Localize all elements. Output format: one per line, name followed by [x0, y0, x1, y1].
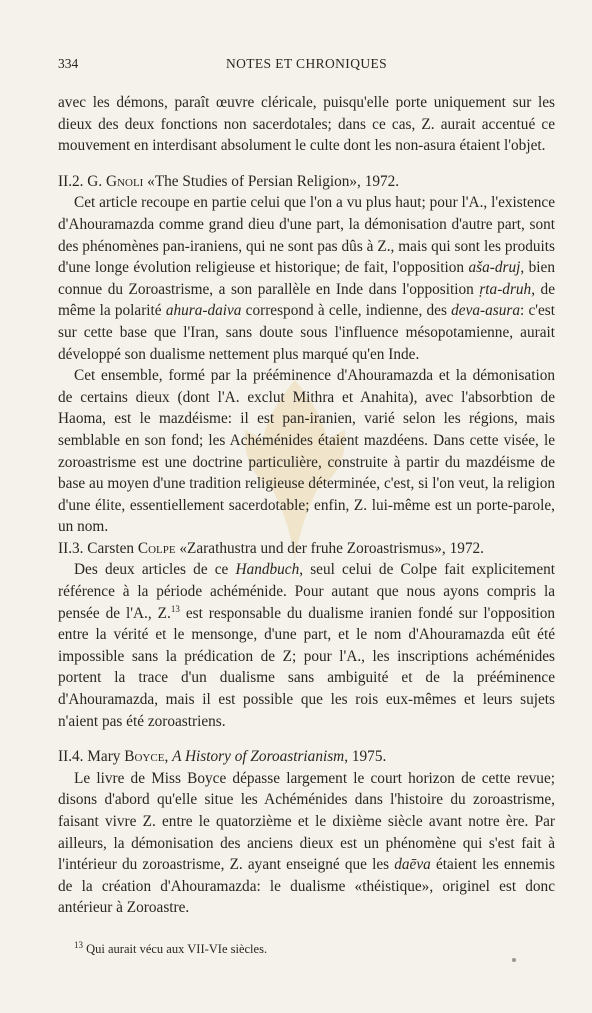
- section-heading-colpe: II.3. Carsten Colpe «Zarathustra und der fruhe Zoroastrismus», 1972.: [58, 539, 484, 557]
- intro-paragraph: avec les démons, paraît œuvre cléricale, puisqu'elle porte uniquement sur les dieux des deux fonctions non sacerdotales; dans ce cas, Z. aurait accentué ce mouvement en interdisant absolument le culte dont les non-asura étaient l'objet.: [58, 94, 555, 155]
- section-gnoli: [58, 171, 555, 538]
- section-heading-boyce: II.4. Mary Boyce, A History of Zoroastrianism, 1975.: [58, 748, 387, 766]
- author-name: Gnoli: [106, 172, 144, 190]
- speck: [512, 958, 516, 962]
- page: [58, 56, 555, 957]
- footnote-ref: 13: [170, 603, 180, 614]
- section-colpe: [58, 538, 555, 732]
- section-paragraph: Cet ensemble, formé par la prééminence d'Ahouramazda et la démonisation de certains dieux (dont l'A. exclut Mithra et Anahita), avec l'absorbtion de Haoma, est le mazdéisme: il est pan-iranien, varié selon les régions, mais semblable en son fond; les Achéménides étaient mazdéens. Dans cette visée, le zoroastrisme est une doctrine particulière, construite à partir du mazdéisme de base au moyen d'une tradition religieuse déterminée, c'est, si l'on veut, la religion d'une élite, essentiellement sacerdotable; enfin, Z. lui-même est un porte-parole, un nom.: [58, 367, 555, 536]
- author-name: Colpe: [137, 539, 176, 557]
- page-number: 334: [58, 56, 79, 71]
- section-paragraph: Le livre de Miss Boyce dépasse largement le court horizon de cette revue; disons d'abord qu'elle situe les Achéménides dans l'histoire du zoroastrisme, faisant vivre Z. entre le quatorzième et le dixième siècle avant notre ère. Par ailleurs, la démonisation des anciens dieux est un phénomène qui s'est fait à l'intérieur du zoroastrisme, Z. ayant enseigné que les daēva étaient les ennemis de la création d'Ahouramazda: le dualisme «théistique», originel est donc antérieur à Zoroastre.: [58, 769, 555, 917]
- running-title: NOTES ET CHRONIQUES: [225, 56, 388, 71]
- page-header: [58, 56, 555, 78]
- section-paragraph: Cet article recoupe en partie celui que l'on a vu plus haut; pour l'A., l'existence d'Ahouramazda comme grand dieu d'une part, la démonisation d'autre part, sont des phénomènes pan-iraniens, qui ne sont pas dûs à Z., mais qui sont les produits d'une longe évolution religieuse et historique; de fait, l'opposition aša-druj, bien connue du Zoroastrisme, a son parallèle en Inde dans l'opposition ṛta-druh, de même la polarité ahura-daiva correspond à celle, indienne, des deva-asura: c'est sur cette base que l'Iran, sans doute sous l'influence mésopotamienne, aurait développé son dualisme nettement plus marqué qu'en Inde.: [58, 194, 555, 363]
- section-paragraph: Des deux articles de ce Handbuch, seul celui de Colpe fait explicitement référence à la période achéménide. Pour autant que nous ayons compris la pensée de l'A., Z.$^{13}$ est responsable du dualisme iranien fondé sur l'opposition entre la vérité et le mensonge, d'une part, et le nom d'Ahouramazda eût été impossible sans la prédication de Z; pour l'A., les inscriptions achéménides portent la trace d'un dualisme sans ambiguité et de la prééminence d'Ahouramazda, mais il est possible que les rois eux-mêmes et leurs sujets n'aient pas été zoroastriens.: [58, 561, 556, 730]
- author-name: Boyce: [124, 748, 165, 766]
- section-heading-gnoli: II.2. G. Gnoli «The Studies of Persian Religion», 1972.: [58, 172, 400, 190]
- section-boyce: [58, 746, 555, 919]
- page-body: [58, 92, 555, 957]
- footnote: $^{13}$ Qui aurait vécu aux VII-VIe siècles.: [74, 939, 268, 956]
